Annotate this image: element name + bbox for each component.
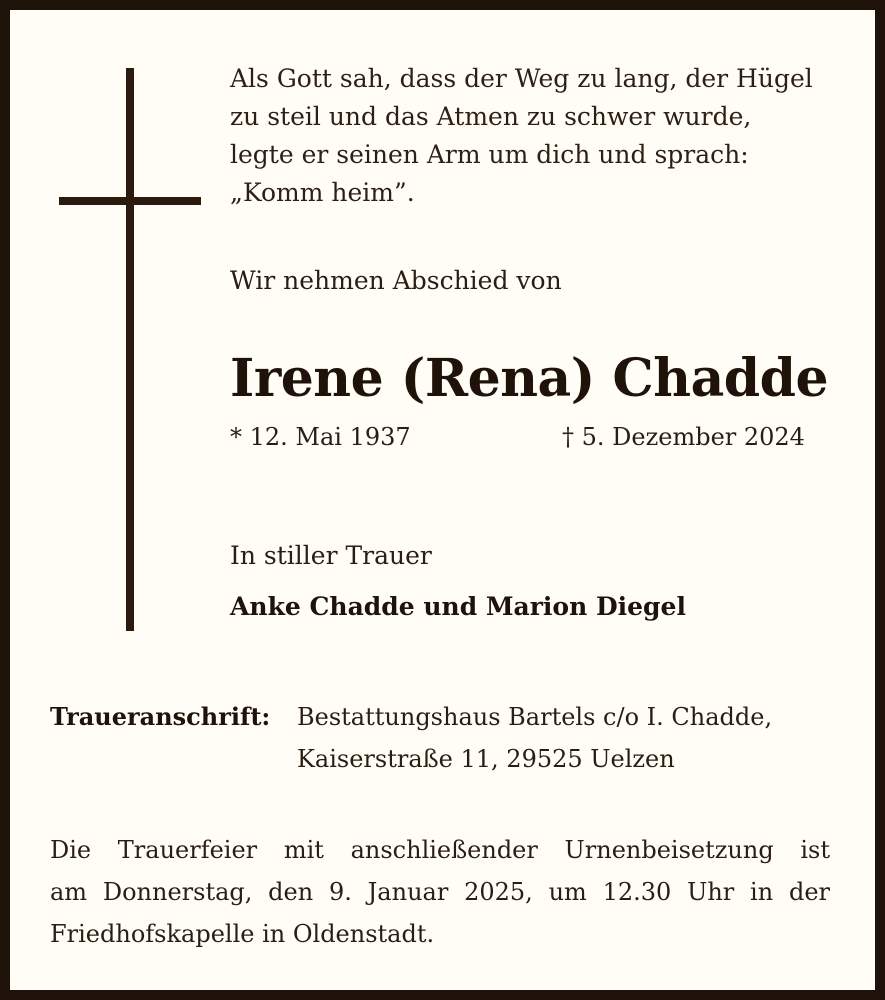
cross-horizontal-bar <box>59 197 201 205</box>
poem <box>230 60 850 212</box>
address-line-2: Kaiserstraße 11, 29525 Uelzen <box>297 745 675 773</box>
poem-line: zu steil und das Atmen zu schwer wurde, <box>230 102 752 131</box>
address-label: Traueranschrift: <box>50 702 271 731</box>
poem-line: „Komm heim”. <box>230 178 415 207</box>
birth-date: * 12. Mai 1937 <box>230 423 411 451</box>
service-line: Die Trauerfeier mit anschließender Urnenbeisetzung ist <box>50 836 830 864</box>
mourner-names: Anke Chadde und Marion Diegel <box>230 592 686 621</box>
service-info <box>50 829 830 955</box>
service-line: Friedhofskapelle in Oldenstadt. <box>50 920 435 948</box>
cross-vertical-bar <box>126 68 134 631</box>
mourning-intro: In stiller Trauer <box>230 541 432 570</box>
deceased-name: Irene (Rena) Chadde <box>230 348 829 409</box>
poem-line: Als Gott sah, dass der Weg zu lang, der Hügel <box>230 64 813 93</box>
farewell-text: Wir nehmen Abschied von <box>230 266 562 295</box>
service-line: am Donnerstag, den 9. Januar 2025, um 12.30 Uhr in der <box>50 878 830 906</box>
death-date: † 5. Dezember 2024 <box>562 423 805 451</box>
poem-line: legte er seinen Arm um dich und sprach: <box>230 140 749 169</box>
address-line-1: Bestattungshaus Bartels c/o I. Chadde, <box>297 703 773 731</box>
